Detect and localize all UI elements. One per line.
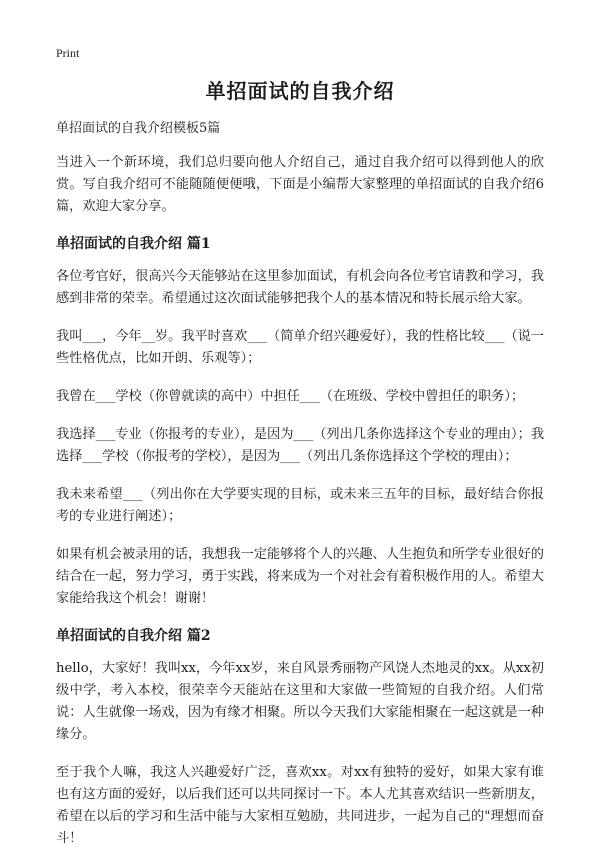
section-1-paragraph-1: 各位考官好，很高兴今天能够站在这里参加面试，有机会向各位考官请教和学习，我感到非常的荣幸。希望通过这次面试能够把我个人的基本情况和特长展示给大家。	[56, 269, 544, 306]
section-2-paragraph-1: hello，大家好！我叫xx，今年xx岁，来自风景秀丽物产风饶人杰地灵的xx。从xx初级中学，考入本校，很荣幸今天能站在这里和大家做一些简短的自我介绍。人们常说：人生就像一场戏，因为有缘才相聚。所以今天我们大家能相聚在一起这就是一种缘分。	[56, 661, 544, 742]
document-subtitle: 单招面试的自我介绍模板5篇	[56, 121, 221, 136]
section-1-paragraph-2: 我叫___，今年__岁。我平时喜欢___（简单介绍兴趣爱好），我的性格比较___（说一些性格优点，比如开朗、乐观等）；	[56, 329, 544, 366]
section-1-paragraph-3: 我曾在___学校（你曾就读的高中）中担任___（在班级、学校中曾担任的职务）；	[56, 389, 525, 404]
section-1-paragraph-6: 如果有机会被录用的话，我想我一定能够将个人的兴趣、人生抱负和所学专业很好的结合在一起，努力学习，勇于实践，将来成为一个对社会有着积极作用的人。希望大家能给我这个机会！谢谢！	[56, 547, 544, 606]
section-heading-1: 单招面试的自我介绍 篇1	[56, 236, 211, 252]
document-title: 单招面试的自我介绍	[205, 79, 395, 103]
section-heading-2: 单招面试的自我介绍 篇2	[56, 628, 211, 644]
section-1-paragraph-4: 我选择___专业（你报考的专业），是因为___（列出几条你选择这个专业的理由）；我选择___学校（你报考的学校），是因为___（列出几条你选择这个学校的理由）；	[56, 427, 544, 464]
intro-paragraph: 当进入一个新环境，我们总归要向他人介绍自己，通过自我介绍可以得到他人的欣赏。写自我介绍可不能随随便便哦，下面是小编帮大家整理的单招面试的自我介绍6篇，欢迎大家分享。	[56, 155, 544, 214]
print-label: Print	[56, 46, 80, 60]
section-1-paragraph-5: 我未来希望___（列出你在大学要实现的目标，或未来三五年的目标，最好结合你报考的专业进行阐述）；	[56, 487, 544, 524]
section-2-paragraph-2: 至于我个人嘛，我这人兴趣爱好广泛，喜欢xx。对xx有独特的爱好，如果大家有谁也有这方面的爱好，以后我们还可以共同探讨一下。本人尤其喜欢结识一些新朋友，希望在以后的学习和生活中能与大家相互勉励，共同进步，一起为自己的"理想而奋斗！	[56, 765, 544, 846]
